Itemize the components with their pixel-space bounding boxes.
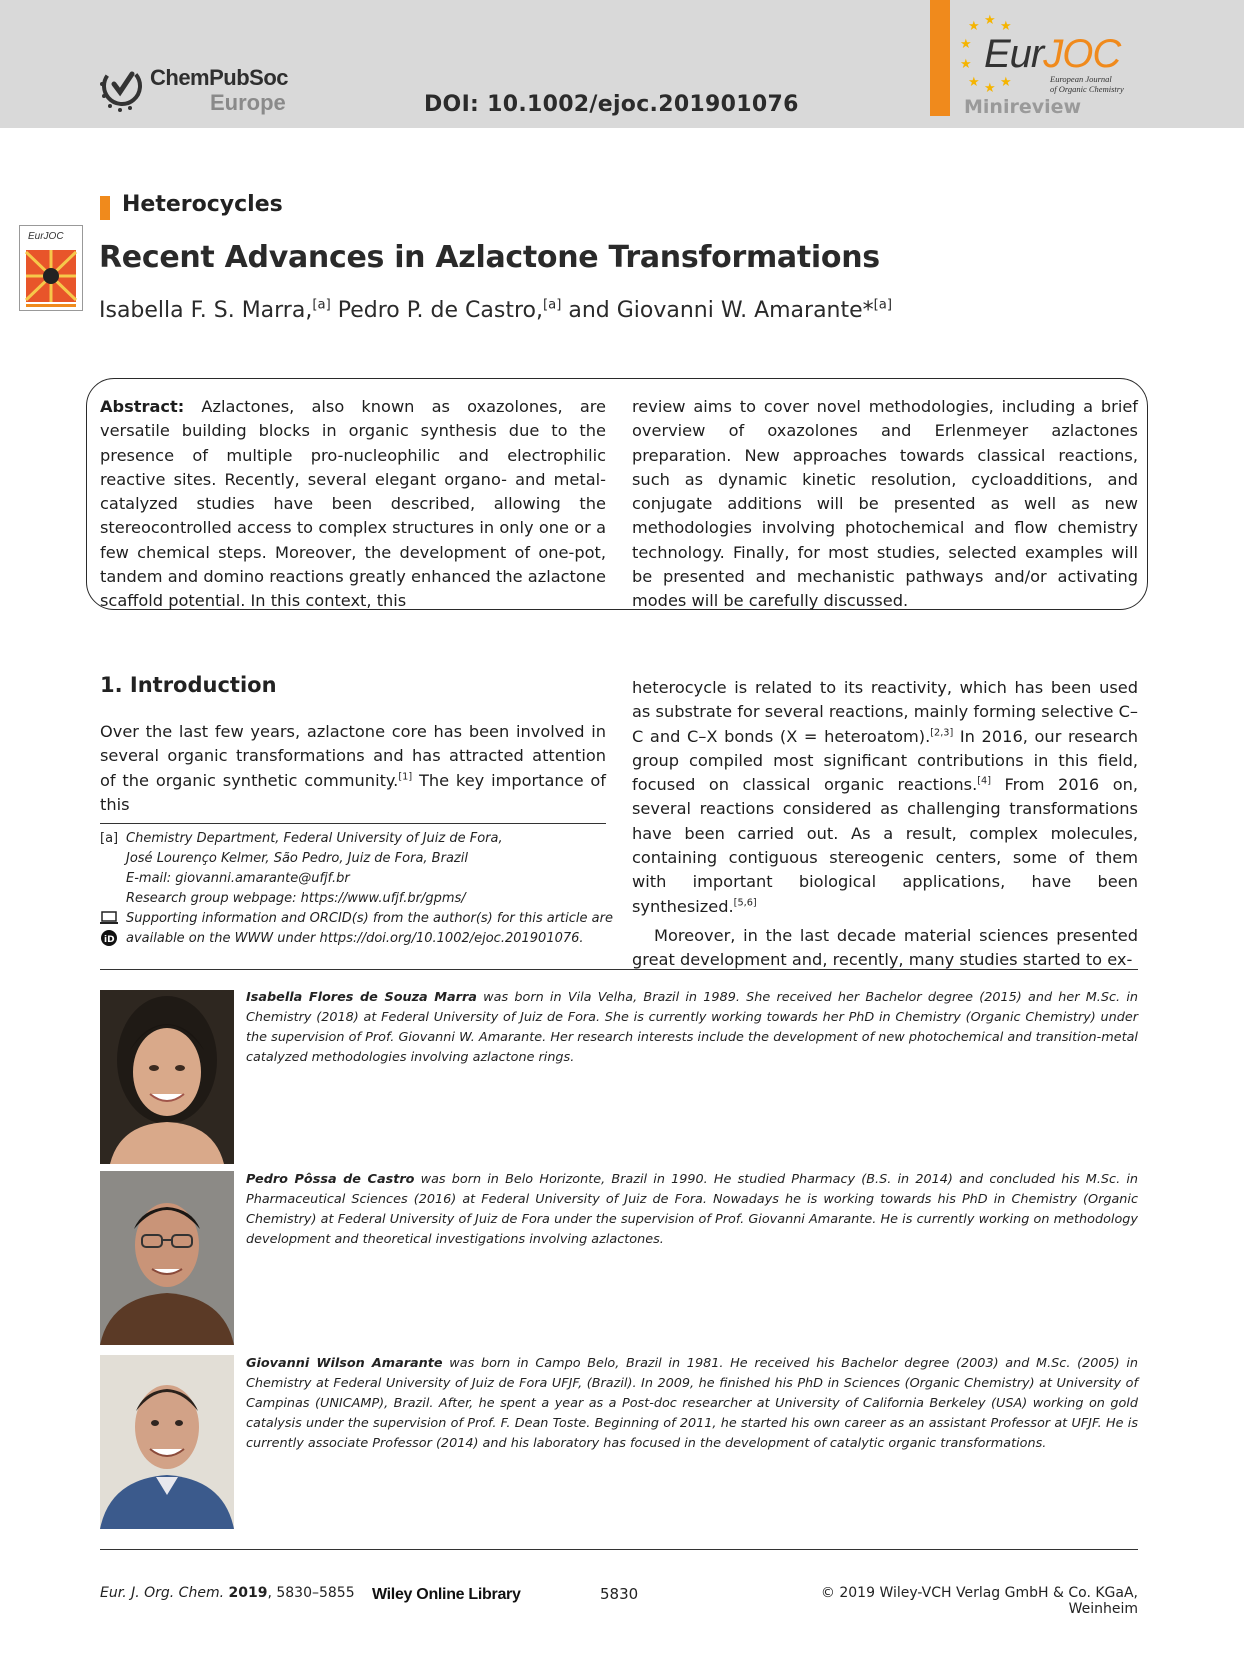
ejoc-logo-joc: JOC	[1043, 32, 1121, 76]
bio-text: was born in Campo Belo, Brazil in 1981. He received his Bachelor degree (2003) and M.Sc. (2005) in Chemistry at Federal University of Juiz de Fora UFJF, (Brazil). In 2009, he finished his PhD in Sciences (Organic Chemistry) at University of Campinas (UNICAMP), Brazil. After, he spent a year as a Post-doc researcher at University of California Berkeley (USA) working on gold catalysis under the supervision of Prof. F. Dean Toste. Beginning of 2011, he started his own career as an assistant Professor at UFJF. He is currently associate Professor (2014) and his laboratory has focused in the development of catalytic organic transformations.	[246, 1356, 1138, 1451]
article-type: Minireview	[964, 96, 1082, 118]
svg-text:★: ★	[960, 57, 972, 72]
bio-text: was born in Belo Horizonte, Brazil in 1990. He studied Pharmacy (B.S. in 2014) and concluded his M.Sc. in Pharmaceutical Sciences (2016) at Federal University of Juiz de Fora. Nowadays he is working towards his PhD in Chemistry (Organic Chemistry) at Federal University of Juiz de Fora under the supervision of Prof. Giovanni Amarante. He is currently working on methodology development and theoretical investigations involving azlactones.	[246, 1172, 1138, 1247]
ejoc-tagline-2: of Organic Chemistry	[1050, 84, 1124, 94]
chempubsoc-stars-icon	[98, 60, 146, 116]
svg-text:★: ★	[1000, 75, 1012, 90]
bio-amarante	[246, 1354, 1138, 1454]
ejoc-logo-eur: Eur	[984, 32, 1044, 76]
page-number: 5830	[600, 1585, 639, 1603]
bio-text: was born in Vila Velha, Brazil in 1989. She received her Bachelor degree (2015) and her M.Sc. in Chemistry (2018) at Federal University of Juiz de Fora. She is currently working towards her PhD in Chemistry (Organic Chemistry) under the supervision of Prof. Giovanni W. Amarante. Her research interests include the development of new photochemical and transition-metal catalyzed methodologies involving azlactone rings.	[246, 990, 1139, 1065]
affiliation-line: José Lourenço Kelmer, São Pedro, Juiz de Fora, Brazil	[126, 851, 468, 866]
svg-text:★: ★	[984, 81, 996, 96]
intro-right-column	[632, 676, 1138, 973]
footer-citation	[100, 1585, 355, 1601]
section-marker	[100, 196, 110, 220]
abstract-right-column: review aims to cover novel methodologies, including a brief overview of oxazolones and Erlenmeyer azlactones preparation. New approaches towards classical reactions, such as dynamic kinetic resolution, cycloadditions, and conjugate additions will be presented as well as new methodologies involving photochemical and flow chemistry technology. Finally, for most studies, selected examples will be presented and mechanistic pathways and/or activating modes will be carefully discussed.	[632, 397, 1138, 611]
svg-text:★: ★	[968, 75, 980, 90]
footer-rule	[100, 1549, 1138, 1550]
intro-text: The key importance of this	[100, 770, 606, 814]
ejoc-tagline	[1050, 74, 1160, 94]
chempubsoc-logo	[98, 60, 298, 120]
cover-image	[20, 226, 82, 310]
webpage-line[interactable]: Research group webpage: https://www.ufjf.br/gpms/	[126, 891, 466, 906]
affiliation-mark: [a]	[100, 831, 119, 846]
abstract-label: Abstract:	[100, 397, 185, 416]
bio-name: Isabella Flores de Souza Marra	[246, 990, 477, 1005]
bio-name: Pedro Pôssa de Castro	[246, 1172, 415, 1187]
affiliation-footnote	[100, 829, 620, 909]
author-name: and Giovanni W. Amarante*	[561, 298, 874, 323]
affiliation-line: Chemistry Department, Federal University of Juiz de Fora,	[126, 831, 503, 846]
svg-text:★: ★	[984, 13, 996, 28]
intro-text: heterocycle is related to its reactivity, which has been used as substrate for several reactions, mainly forming selective C–C and C–X bonds (X = heteroatom).	[632, 678, 1138, 746]
orcid-icon	[100, 929, 118, 954]
section-label: Heterocycles	[122, 192, 283, 217]
intro-heading: 1. Introduction	[100, 673, 277, 697]
citation-link[interactable]: [4]	[977, 775, 992, 787]
author-photo-castro	[100, 1171, 234, 1345]
publisher-name: ChemPubSoc	[150, 65, 289, 90]
copyright: © 2019 Wiley-VCH Verlag GmbH & Co. KGaA, Weinheim	[820, 1585, 1138, 1617]
wiley-online-library-logo[interactable]: Wiley Online Library	[372, 1586, 521, 1603]
email-line[interactable]: E-mail: giovanni.amarante@ufjf.br	[126, 871, 350, 886]
article-title: Recent Advances in Azlactone Transformations	[99, 240, 880, 275]
author-name: Isabella F. S. Marra,	[99, 298, 313, 323]
supporting-info-footnote	[100, 909, 620, 929]
footer-pages: , 5830–5855	[267, 1585, 355, 1601]
accent-bar	[930, 0, 950, 116]
intro-text: Over the last few years, azlactone core has been involved in several organic transformations and has attracted attention of the organic synthetic community.	[100, 722, 606, 790]
svg-text:★: ★	[1000, 19, 1012, 34]
supporting-info-line: Supporting information and ORCID(s) from the author(s) for this article are	[126, 911, 613, 926]
publisher-subname: Europe	[210, 90, 286, 115]
citation-link[interactable]: [2,3]	[930, 727, 954, 739]
intro-paragraph-2: Moreover, in the last decade material sciences presented great development and, recently, many studies started to ex-	[632, 925, 1138, 970]
bio-marra	[246, 988, 1138, 1068]
footnote-rule	[100, 823, 606, 824]
author-list	[99, 298, 892, 323]
author-affiliation: [a]	[873, 297, 893, 313]
svg-text:★: ★	[960, 37, 972, 52]
author-photo-amarante	[100, 1355, 234, 1529]
supporting-info-link[interactable]: available on the WWW under https://doi.org/10.1002/ejoc.201901076.	[126, 931, 584, 946]
cover-logo: EurJOC	[28, 231, 64, 242]
citation-link[interactable]: [5,6]	[733, 897, 757, 909]
svg-text:iD: iD	[104, 935, 115, 945]
bio-separator	[100, 969, 1138, 970]
journal-cover-thumbnail[interactable]	[19, 225, 83, 311]
svg-text:★: ★	[968, 19, 980, 34]
abstract-left-column	[100, 395, 606, 614]
footnotes	[100, 829, 620, 949]
footer-journal-abbrev: Eur. J. Org. Chem.	[100, 1585, 225, 1601]
abstract-text-left: Azlactones, also known as oxazolones, are versatile building blocks in organic synthesis due to the presence of multiple pro-nucleophilic and electrophilic reactive sites. Recently, several elegant organo- and metal-catalyzed studies have been described, allowing the stereocontrolled access to complex structures in only one or a few chemical steps. Moreover, the development of one-pot, tandem and domino reactions greatly enhanced the azlactone scaffold potential. In this context, this	[100, 397, 606, 611]
intro-text: From 2016 on, several reactions considered as challenging transformations have been carried out. As a result, complex molecules, containing contiguous stereogenic centers, some of them with important biological applications, have been synthesized.	[632, 775, 1139, 916]
author-name: Pedro P. de Castro,	[330, 298, 543, 323]
author-photo-marra	[100, 990, 234, 1164]
footer-year: 2019	[228, 1585, 268, 1601]
intro-left-column	[100, 720, 606, 817]
bio-castro	[246, 1170, 1138, 1250]
author-affiliation: [a]	[312, 297, 331, 313]
author-affiliation: [a]	[542, 297, 562, 313]
ejoc-logo-text	[984, 32, 1120, 77]
ejoc-logo	[958, 10, 1158, 96]
doi[interactable]: DOI: 10.1002/ejoc.201901076	[424, 92, 799, 117]
ejoc-tagline-1: European Journal	[1050, 74, 1112, 84]
bio-name: Giovanni Wilson Amarante	[246, 1356, 443, 1371]
citation-link[interactable]: [1]	[398, 771, 413, 783]
orcid-footnote	[100, 929, 620, 949]
intro-text: In 2016, our research group compiled most significant contributions in this field, focused on classical organic reactions.	[632, 726, 1138, 795]
